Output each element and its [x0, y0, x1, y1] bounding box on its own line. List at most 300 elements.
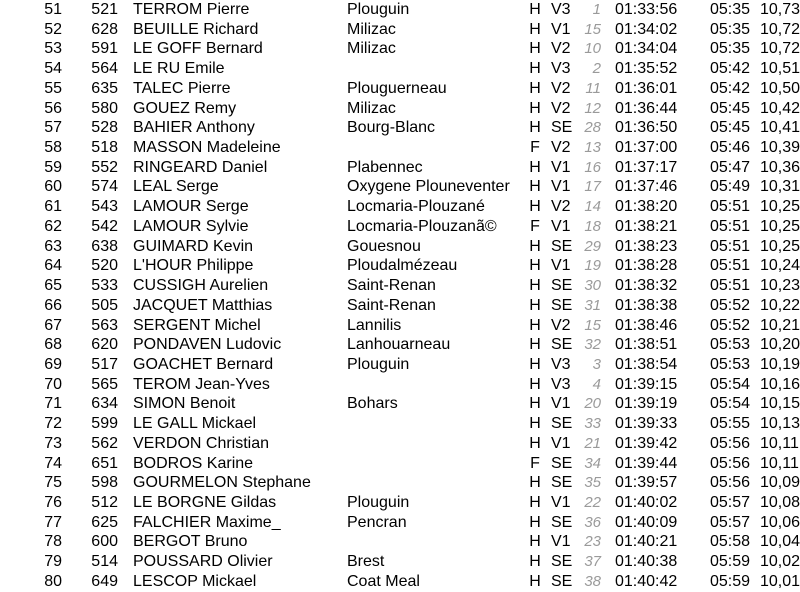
pace-cell: 05:56: [710, 474, 751, 492]
table-row: [0, 552, 800, 572]
rank-cell: 70: [44, 375, 62, 393]
bib-number-cell: 562: [91, 434, 118, 452]
sex-cell: H: [529, 119, 541, 137]
runner-name-cell: BEUILLE Richard: [133, 20, 259, 38]
sex-cell: F: [530, 217, 540, 235]
table-row: [0, 375, 800, 395]
category-cell: V2: [551, 198, 571, 216]
runner-name-cell: LESCOP Mickael: [133, 572, 257, 590]
category-cell: SE: [551, 553, 573, 571]
category-rank-cell: 37: [584, 553, 601, 571]
bib-number-cell: 528: [91, 119, 118, 137]
rank-cell: 55: [44, 79, 62, 97]
runner-name-cell: LEAL Serge: [133, 178, 219, 196]
finish-time-cell: 01:40:38: [615, 553, 678, 571]
table-row: [0, 79, 800, 99]
category-rank-cell: 20: [584, 395, 601, 413]
sex-cell: H: [529, 257, 541, 275]
sex-cell: H: [529, 434, 541, 452]
runner-name-cell: BODROS Karine: [133, 454, 254, 472]
city-cell: Brest: [347, 553, 385, 571]
runner-name-cell: TEROM Jean-Yves: [133, 375, 270, 393]
runner-name-cell: LE RU Emile: [133, 60, 225, 78]
runner-name-cell: LAMOUR Sylvie: [133, 217, 249, 235]
table-row: [0, 217, 800, 237]
city-cell: Milizac: [347, 40, 396, 58]
pace-cell: 05:47: [710, 158, 751, 176]
bib-number-cell: 628: [91, 20, 118, 38]
finish-time-cell: 01:39:57: [615, 474, 678, 492]
table-row: [0, 237, 800, 257]
category-cell: V2: [551, 79, 571, 97]
table-row: [0, 20, 800, 40]
pace-cell: 05:53: [710, 355, 751, 373]
category-rank-cell: 34: [584, 454, 601, 472]
finish-time-cell: 01:35:52: [615, 60, 678, 78]
table-row: [0, 414, 800, 434]
category-cell: V1: [551, 533, 571, 551]
rank-cell: 79: [44, 553, 62, 571]
rank-cell: 58: [44, 139, 62, 157]
pace-cell: 05:52: [710, 296, 751, 314]
finish-time-cell: 01:38:21: [615, 217, 678, 235]
rank-cell: 78: [44, 533, 62, 551]
bib-number-cell: 625: [91, 513, 118, 531]
finish-time-cell: 01:38:20: [615, 198, 678, 216]
runner-name-cell: JACQUET Matthias: [133, 296, 273, 314]
rank-cell: 71: [44, 395, 62, 413]
category-cell: V2: [551, 99, 571, 117]
category-rank-cell: 22: [584, 493, 601, 511]
runner-name-cell: SERGENT Michel: [133, 316, 261, 334]
sex-cell: H: [529, 237, 541, 255]
city-cell: Gouesnou: [347, 237, 421, 255]
finish-time-cell: 01:34:02: [615, 20, 678, 38]
category-rank-cell: 30: [584, 277, 601, 295]
finish-time-cell: 01:40:21: [615, 533, 678, 551]
bib-number-cell: 512: [91, 493, 118, 511]
bib-number-cell: 542: [91, 217, 118, 235]
rank-cell: 72: [44, 415, 62, 433]
city-cell: Bohars: [347, 395, 398, 413]
rank-cell: 63: [44, 237, 62, 255]
category-cell: V1: [551, 178, 571, 196]
pace-cell: 05:52: [710, 316, 751, 334]
category-rank-cell: 12: [584, 99, 601, 117]
finish-time-cell: 01:40:42: [615, 572, 678, 590]
pace-cell: 05:53: [710, 336, 751, 354]
runner-name-cell: VERDON Christian: [133, 434, 270, 452]
finish-time-cell: 01:40:02: [615, 493, 678, 511]
bib-number-cell: 533: [91, 277, 118, 295]
finish-time-cell: 01:38:54: [615, 355, 678, 373]
sex-cell: H: [529, 1, 541, 18]
speed-cell: 10,73: [760, 1, 800, 18]
speed-cell: 10,13: [760, 415, 800, 433]
bib-number-cell: 505: [91, 296, 118, 314]
table-row: [0, 394, 800, 414]
speed-cell: 10,15: [760, 395, 800, 413]
category-rank-cell: 16: [584, 158, 601, 176]
runner-name-cell: POUSSARD Olivier: [133, 553, 273, 571]
rank-cell: 67: [44, 316, 62, 334]
runner-name-cell: BERGOT Bruno: [133, 533, 248, 551]
rank-cell: 52: [44, 20, 62, 38]
speed-cell: 10,11: [760, 434, 799, 452]
category-rank-cell: 17: [584, 178, 601, 196]
table-row: [0, 454, 800, 474]
finish-time-cell: 01:37:00: [615, 139, 678, 157]
category-rank-cell: 23: [584, 533, 601, 551]
table-row: [0, 59, 800, 79]
city-cell: Oxygene Plouneventer: [347, 178, 510, 196]
speed-cell: 10,09: [760, 474, 800, 492]
speed-cell: 10,72: [760, 40, 800, 58]
category-rank-cell: 28: [584, 119, 601, 137]
bib-number-cell: 599: [91, 415, 118, 433]
rank-cell: 59: [44, 158, 62, 176]
finish-time-cell: 01:39:42: [615, 434, 678, 452]
sex-cell: H: [529, 178, 541, 196]
category-cell: SE: [551, 237, 573, 255]
runner-name-cell: LAMOUR Serge: [133, 198, 249, 216]
category-cell: V3: [551, 60, 571, 78]
pace-cell: 05:58: [710, 533, 751, 551]
bib-number-cell: 564: [91, 60, 118, 78]
speed-cell: 10,24: [760, 257, 800, 275]
rank-cell: 77: [44, 513, 62, 531]
bib-number-cell: 635: [91, 79, 118, 97]
sex-cell: H: [529, 513, 541, 531]
runner-name-cell: TALEC Pierre: [133, 79, 231, 97]
runner-name-cell: FALCHIER Maxime_: [133, 513, 281, 531]
pace-cell: 05:57: [710, 493, 751, 511]
pace-cell: 05:59: [710, 553, 751, 571]
finish-time-cell: 01:38:23: [615, 237, 678, 255]
city-cell: Locmaria-Plouzanã©: [347, 217, 497, 235]
rank-cell: 68: [44, 336, 62, 354]
runner-name-cell: GOUEZ Remy: [133, 99, 237, 117]
pace-cell: 05:51: [710, 277, 751, 295]
rank-cell: 60: [44, 178, 62, 196]
city-cell: Coat Meal: [347, 572, 420, 590]
speed-cell: 10,19: [760, 355, 800, 373]
rank-cell: 65: [44, 277, 62, 295]
rank-cell: 76: [44, 493, 62, 511]
sex-cell: H: [529, 493, 541, 511]
category-rank-cell: 33: [584, 415, 601, 433]
bib-number-cell: 521: [91, 1, 118, 18]
bib-number-cell: 580: [91, 99, 118, 117]
finish-time-cell: 01:36:44: [615, 99, 678, 117]
speed-cell: 10,06: [760, 513, 800, 531]
finish-time-cell: 01:38:51: [615, 336, 678, 354]
city-cell: Ploudalmézeau: [347, 257, 458, 275]
pace-cell: 05:56: [710, 454, 751, 472]
pace-cell: 05:56: [710, 434, 751, 452]
category-rank-cell: 32: [584, 336, 601, 354]
rank-cell: 69: [44, 355, 62, 373]
bib-number-cell: 517: [91, 355, 118, 373]
speed-cell: 10,23: [760, 277, 800, 295]
category-rank-cell: 31: [584, 296, 601, 314]
city-cell: Plouguin: [347, 355, 410, 373]
sex-cell: F: [530, 139, 540, 157]
speed-cell: 10,20: [760, 336, 800, 354]
bib-number-cell: 651: [91, 454, 118, 472]
category-cell: V2: [551, 139, 571, 157]
finish-time-cell: 01:39:44: [615, 454, 678, 472]
runner-name-cell: CUSSIGH Aurelien: [133, 277, 269, 295]
bib-number-cell: 634: [91, 395, 118, 413]
table-row: [0, 355, 800, 375]
speed-cell: 10,31: [760, 178, 800, 196]
category-cell: SE: [551, 572, 573, 590]
rank-cell: 57: [44, 119, 62, 137]
speed-cell: 10,02: [760, 553, 800, 571]
city-cell: Saint-Renan: [347, 296, 436, 314]
category-cell: V1: [551, 217, 571, 235]
finish-time-cell: 01:39:19: [615, 395, 678, 413]
city-cell: Plouguerneau: [347, 79, 447, 97]
pace-cell: 05:59: [710, 572, 751, 590]
pace-cell: 05:45: [710, 119, 751, 137]
table-row: [0, 197, 800, 217]
category-rank-cell: 18: [584, 217, 601, 235]
category-cell: V1: [551, 20, 571, 38]
finish-time-cell: 01:38:32: [615, 277, 678, 295]
finish-time-cell: 01:39:15: [615, 375, 678, 393]
runner-name-cell: LE GALL Mickael: [133, 415, 257, 433]
sex-cell: H: [529, 198, 541, 216]
category-cell: SE: [551, 513, 573, 531]
pace-cell: 05:57: [710, 513, 751, 531]
category-rank-cell: 13: [584, 139, 601, 157]
runner-name-cell: L'HOUR Philippe: [133, 257, 254, 275]
category-rank-cell: 29: [584, 237, 601, 255]
category-rank-cell: 36: [584, 513, 601, 531]
speed-cell: 10,39: [760, 139, 800, 157]
sex-cell: H: [529, 99, 541, 117]
speed-cell: 10,11: [760, 454, 799, 472]
category-rank-cell: 10: [584, 40, 601, 58]
speed-cell: 10,22: [760, 296, 800, 314]
speed-cell: 10,01: [760, 572, 800, 590]
bib-number-cell: 552: [91, 158, 118, 176]
city-cell: Locmaria-Plouzané: [347, 198, 485, 216]
pace-cell: 05:49: [710, 178, 751, 196]
category-rank-cell: 35: [584, 474, 601, 492]
pace-cell: 05:35: [710, 40, 751, 58]
category-cell: V1: [551, 257, 571, 275]
sex-cell: H: [529, 158, 541, 176]
pace-cell: 05:55: [710, 415, 751, 433]
finish-time-cell: 01:37:17: [615, 158, 678, 176]
runner-name-cell: GUIMARD Kevin: [133, 237, 254, 255]
rank-cell: 53: [44, 40, 62, 58]
category-cell: V1: [551, 434, 571, 452]
category-rank-cell: 3: [592, 355, 601, 373]
runner-name-cell: BAHIER Anthony: [133, 119, 255, 137]
bib-number-cell: 563: [91, 316, 118, 334]
table-row: [0, 493, 800, 513]
sex-cell: H: [529, 79, 541, 97]
sex-cell: H: [529, 336, 541, 354]
city-cell: Lannilis: [347, 316, 402, 334]
speed-cell: 10,21: [760, 316, 800, 334]
finish-time-cell: 01:39:33: [615, 415, 678, 433]
bib-number-cell: 543: [91, 198, 118, 216]
city-cell: Plouguin: [347, 493, 410, 511]
rank-cell: 62: [44, 217, 62, 235]
finish-time-cell: 01:37:46: [615, 178, 678, 196]
category-cell: V3: [551, 375, 571, 393]
sex-cell: H: [529, 296, 541, 314]
table-row: [0, 276, 800, 296]
bib-number-cell: 598: [91, 474, 118, 492]
speed-cell: 10,72: [760, 20, 800, 38]
bib-number-cell: 565: [91, 375, 118, 393]
table-row: [0, 0, 800, 20]
bib-number-cell: 591: [91, 40, 118, 58]
city-cell: Bourg-Blanc: [347, 119, 436, 137]
runner-name-cell: GOACHET Bernard: [133, 355, 274, 373]
rank-cell: 73: [44, 434, 62, 452]
table-row: [0, 532, 800, 552]
bib-number-cell: 638: [91, 237, 118, 255]
speed-cell: 10,50: [760, 79, 800, 97]
pace-cell: 05:51: [710, 257, 751, 275]
speed-cell: 10,25: [760, 217, 800, 235]
category-rank-cell: 1: [592, 1, 601, 18]
category-rank-cell: 11: [585, 79, 601, 97]
category-rank-cell: 15: [584, 316, 601, 334]
rank-cell: 74: [44, 454, 62, 472]
rank-cell: 66: [44, 296, 62, 314]
pace-cell: 05:35: [710, 20, 751, 38]
finish-time-cell: 01:36:01: [615, 79, 678, 97]
bib-number-cell: 649: [91, 572, 118, 590]
sex-cell: H: [529, 316, 541, 334]
speed-cell: 10,16: [760, 375, 800, 393]
table-row: [0, 296, 800, 316]
category-rank-cell: 15: [584, 20, 601, 38]
speed-cell: 10,25: [760, 237, 800, 255]
sex-cell: H: [529, 355, 541, 373]
sex-cell: H: [529, 60, 541, 78]
city-cell: Milizac: [347, 20, 396, 38]
category-cell: V2: [551, 316, 571, 334]
table-row: [0, 572, 800, 592]
pace-cell: 05:51: [710, 198, 751, 216]
runner-name-cell: LE GOFF Bernard: [133, 40, 263, 58]
rank-cell: 80: [44, 572, 62, 590]
sex-cell: F: [530, 454, 540, 472]
finish-time-cell: 01:34:04: [615, 40, 678, 58]
runner-name-cell: SIMON Benoit: [133, 395, 236, 413]
category-rank-cell: 19: [584, 257, 601, 275]
table-row: [0, 316, 800, 336]
category-cell: SE: [551, 474, 573, 492]
runner-name-cell: PONDAVEN Ludovic: [133, 336, 282, 354]
sex-cell: H: [529, 572, 541, 590]
sex-cell: H: [529, 40, 541, 58]
sex-cell: H: [529, 395, 541, 413]
finish-time-cell: 01:38:38: [615, 296, 678, 314]
category-cell: V1: [551, 158, 571, 176]
speed-cell: 10,04: [760, 533, 800, 551]
finish-time-cell: 01:40:09: [615, 513, 678, 531]
category-rank-cell: 2: [592, 60, 601, 78]
pace-cell: 05:54: [710, 375, 751, 393]
city-cell: Plouguin: [347, 1, 410, 18]
pace-cell: 05:51: [710, 217, 751, 235]
category-cell: SE: [551, 454, 573, 472]
runner-name-cell: MASSON Madeleine: [133, 139, 281, 157]
speed-cell: 10,08: [760, 493, 800, 511]
runner-name-cell: GOURMELON Stephane: [133, 474, 311, 492]
bib-number-cell: 600: [91, 533, 118, 551]
table-row: [0, 158, 800, 178]
speed-cell: 10,51: [760, 60, 800, 78]
rank-cell: 56: [44, 99, 62, 117]
category-cell: SE: [551, 119, 573, 137]
category-cell: SE: [551, 296, 573, 314]
bib-number-cell: 518: [91, 139, 118, 157]
sex-cell: H: [529, 277, 541, 295]
finish-time-cell: 01:38:46: [615, 316, 678, 334]
category-cell: V3: [551, 1, 571, 18]
runner-name-cell: RINGEARD Daniel: [133, 158, 268, 176]
rank-cell: 64: [44, 257, 62, 275]
category-cell: V1: [551, 395, 571, 413]
table-row: [0, 138, 800, 158]
rank-cell: 54: [44, 60, 62, 78]
finish-time-cell: 01:36:50: [615, 119, 678, 137]
category-cell: V3: [551, 355, 571, 373]
category-cell: V1: [551, 493, 571, 511]
sex-cell: H: [529, 553, 541, 571]
city-cell: Milizac: [347, 99, 396, 117]
city-cell: Lanhouarneau: [347, 336, 451, 354]
bib-number-cell: 520: [91, 257, 118, 275]
runner-name-cell: TERROM Pierre: [133, 1, 250, 18]
category-rank-cell: 4: [592, 375, 601, 393]
category-rank-cell: 38: [584, 572, 601, 590]
pace-cell: 05:35: [710, 1, 751, 18]
city-cell: Plabennec: [347, 158, 423, 176]
table-row: [0, 473, 800, 493]
speed-cell: 10,41: [760, 119, 800, 137]
city-cell: Pencran: [347, 513, 407, 531]
finish-time-cell: 01:33:56: [615, 1, 678, 18]
table-row: [0, 118, 800, 138]
runner-name-cell: LE BORGNE Gildas: [133, 493, 277, 511]
bib-number-cell: 574: [91, 178, 118, 196]
finish-time-cell: 01:38:28: [615, 257, 678, 275]
category-rank-cell: 14: [584, 198, 601, 216]
category-cell: SE: [551, 415, 573, 433]
pace-cell: 05:42: [710, 60, 751, 78]
rank-cell: 51: [44, 1, 62, 18]
table-row: [0, 434, 800, 454]
speed-cell: 10,36: [760, 158, 800, 176]
pace-cell: 05:54: [710, 395, 751, 413]
category-cell: SE: [551, 277, 573, 295]
table-row: [0, 99, 800, 119]
rank-cell: 61: [44, 198, 62, 216]
sex-cell: H: [529, 415, 541, 433]
